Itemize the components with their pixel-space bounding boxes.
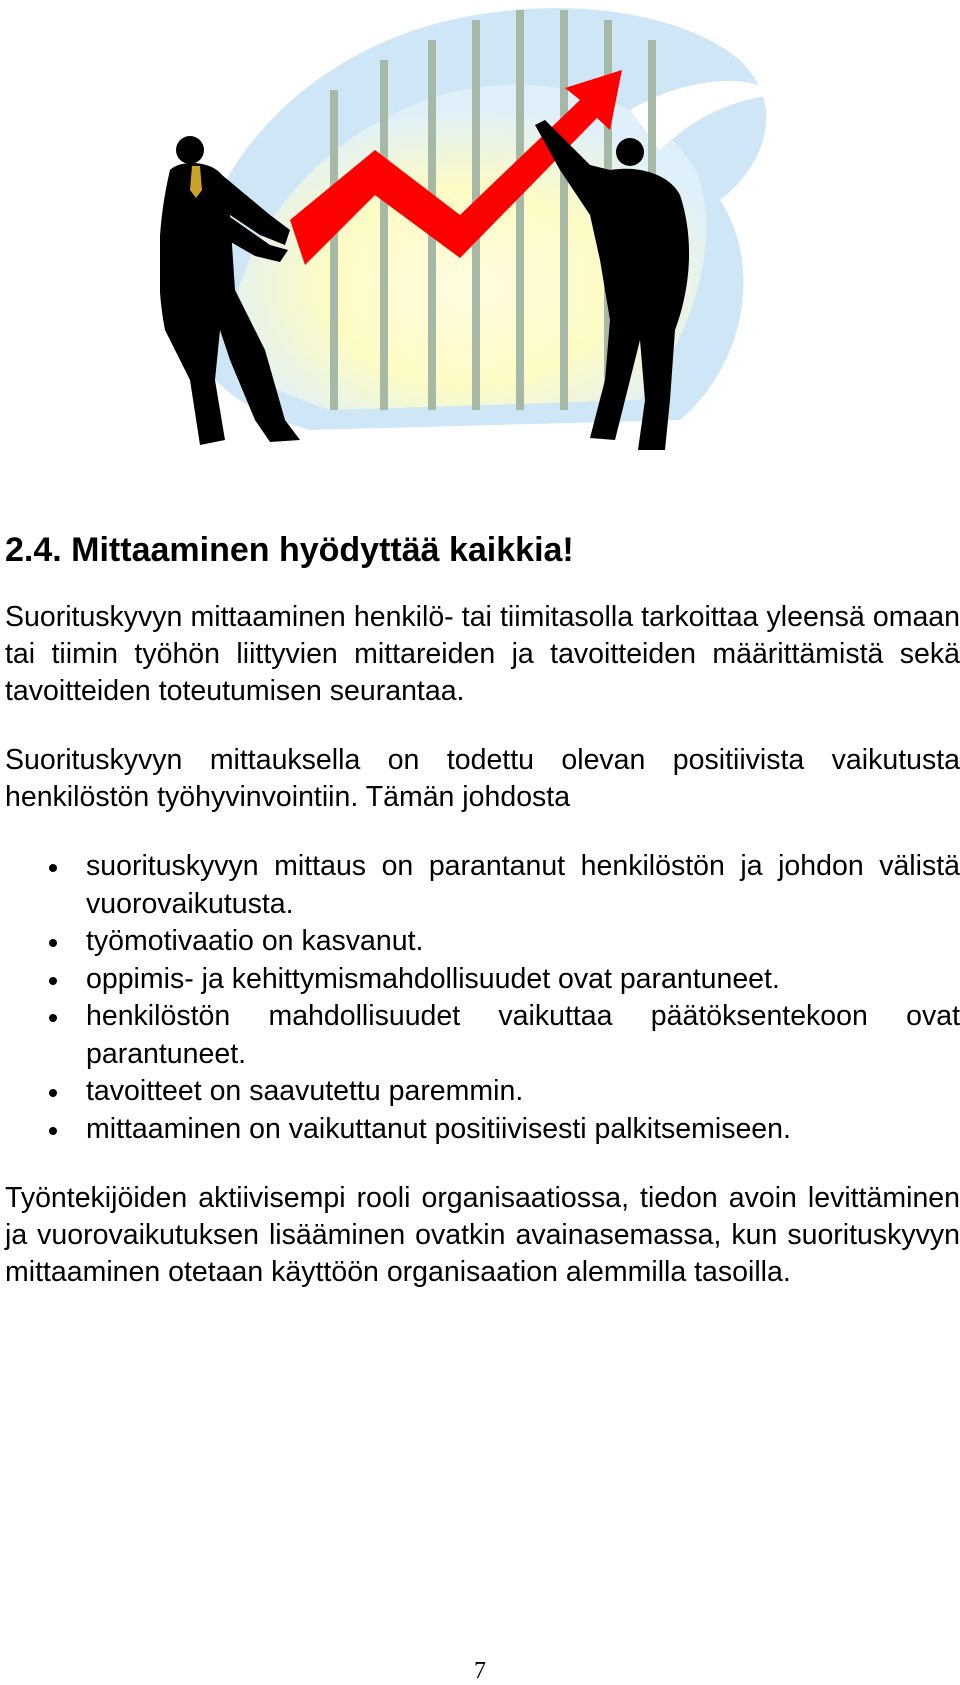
list-item [86, 1073, 960, 1111]
list-item [86, 848, 960, 923]
section-heading: 2.4. Mittaaminen hyödyttää kaikkia! [5, 531, 574, 569]
list-item-text: henkilöstön mahdollisuudet vaikuttaa päätöksentekoon ovat parantuneet. [86, 1000, 960, 1070]
bullet-icon [49, 1014, 57, 1022]
list-item-text: työmotivaatio on kasvanut. [86, 925, 424, 957]
list-item-text: tavoitteet on saavutettu paremmin. [86, 1075, 524, 1107]
bullet-icon [49, 1089, 57, 1097]
list-item [86, 1111, 960, 1149]
paragraph-effects: Suorituskyvyn mittauksella on todettu olevan positiivista vaikutusta henkilöstön työhyvinvointiin. Tämän johdosta [5, 744, 960, 813]
bullet-icon [49, 977, 57, 985]
benefits-list [5, 848, 960, 1148]
paragraph-conclusion: Työntekijöiden aktiivisempi rooli organisaatiossa, tiedon avoin levittäminen ja vuorovaikutuksen lisääminen ovatkin avainasemassa, kun suorituskyvyn mittaaminen otetaan käyttöön organisaation alemmilla tasoilla. [5, 1182, 960, 1288]
paragraph-intro: Suorituskyvyn mittaaminen henkilö- tai tiimitasolla tarkoittaa yleensä omaan tai tiimin työhön liittyvien mittareiden ja tavoitteiden määrittämistä sekä tavoitteiden toteutumisen seurantaa. [5, 601, 960, 707]
list-item [86, 998, 960, 1073]
list-item [86, 923, 960, 961]
list-item [86, 961, 960, 999]
page-number: 7 [474, 1658, 486, 1684]
list-item-text: mittaaminen on vaikuttanut positiivisesti palkitsemiseen. [86, 1112, 791, 1145]
growth-chart-illustration [160, 0, 800, 500]
list-item-text: suorituskyvyn mittaus on parantanut henkilöstön ja johdon välistä vuorovaikutusta. [86, 850, 960, 920]
bullet-icon [49, 939, 57, 947]
bullet-icon [49, 864, 57, 872]
document-body [5, 530, 960, 1323]
list-item-text: oppimis- ja kehittymismahdollisuudet ovat parantuneet. [86, 962, 780, 995]
bullet-icon [49, 1127, 57, 1135]
